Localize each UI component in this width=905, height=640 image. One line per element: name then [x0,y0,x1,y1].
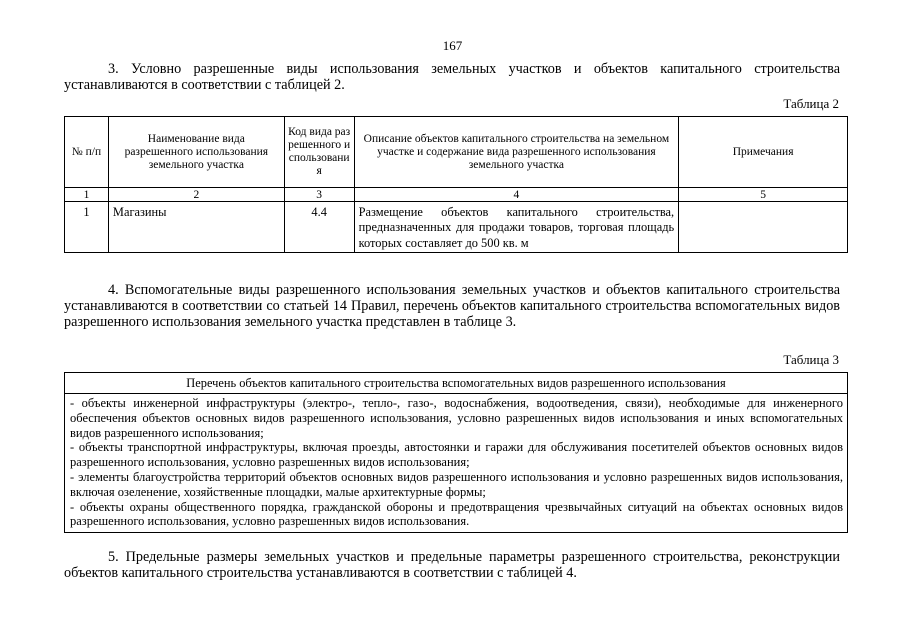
list-item: - объекты транспортной инфраструктуры, включая проезды, автостоянки и гаражи для обслуживания посетителей объектов основных видов разрешенного использования, условно разрешенных видов использования; [70,440,843,470]
table2-header-row [65,117,848,188]
table3-header: Перечень объектов капитального строительства вспомогательных видов разрешенного использования [65,373,848,394]
table2-row-code: 4.4 [284,202,354,253]
table2-header-cell: № п/п [65,117,109,188]
table-2 [64,116,848,253]
list-item: - объекты охраны общественного порядка, гражданской обороны и предотвращения чрезвычайных ситуаций на объектах основных видов разрешенного использования, условно разрешенных видов использования. [70,499,843,529]
page-number: 167 [442,38,463,53]
list-item: - элементы благоустройства территорий объектов основных видов разрешенного использования и условно разрешенных видов использования, включая озеленение, хозяйственные площадки, малые архитектурные формы; [70,469,843,499]
table3-header-row [65,373,848,394]
table2-numbering-cell: 1 [65,188,109,202]
table2-header-cell: Описание объектов капитального строительства на земельном участке и содержание вида разрешенного использования земельного участка [354,117,679,188]
list-item: - объекты инженерной инфраструктуры (электро-, тепло-, газо-, водоснабжения, водоотведения, связи), необходимые для инженерного обеспечения объектов основных видов разрешенного использования, условно разрешенных видов использования и иных вспомогательных видов разрешенного использования; [70,396,843,440]
table3-body [65,394,848,533]
table2-numbering-row [65,188,848,202]
paragraph-4: 4. Вспомогательные виды разрешенного использования земельных участков и объектов капитального строительства устанавливаются в соответствии со статьей 14 Правил, перечень объектов капитального строительства вспомогательных видов разрешенного использования земельного участка представлен в таблице 3. [64,282,840,330]
paragraph-3: 3. Условно разрешенные виды использования земельных участков и объектов капитального строительства устанавливаются в соответствии с таблицей 2. [64,61,840,93]
table3-body-row [65,394,848,533]
table2-header-cell: Наименование вида разрешенного использования земельного участка [108,117,284,188]
paragraph-5: 5. Предельные размеры земельных участков и предельные параметры разрешенного строительства, реконструкции объектов капитального строительства устанавливаются в соответствии с таблицей 4. [64,549,840,581]
table2-row-notes [679,202,848,253]
table2-row-name: Магазины [108,202,284,253]
table2-header-cell: Код вида разрешенного использования [284,117,354,188]
table2-header-cell: Примечания [679,117,848,188]
table2-row-description: Размещение объектов капитального строительства, предназначенных для продажи товаров, торговая площадь которых составляет до 500 кв. м [354,202,679,253]
table2-numbering-cell: 4 [354,188,679,202]
table2-numbering-cell: 5 [679,188,848,202]
table2-caption: Таблица 2 [783,96,839,111]
table-row [65,202,848,253]
table2-row-number: 1 [65,202,109,253]
table3-caption: Таблица 3 [783,352,839,367]
table2-numbering-cell: 2 [108,188,284,202]
table-3 [64,372,848,533]
table2-numbering-cell: 3 [284,188,354,202]
